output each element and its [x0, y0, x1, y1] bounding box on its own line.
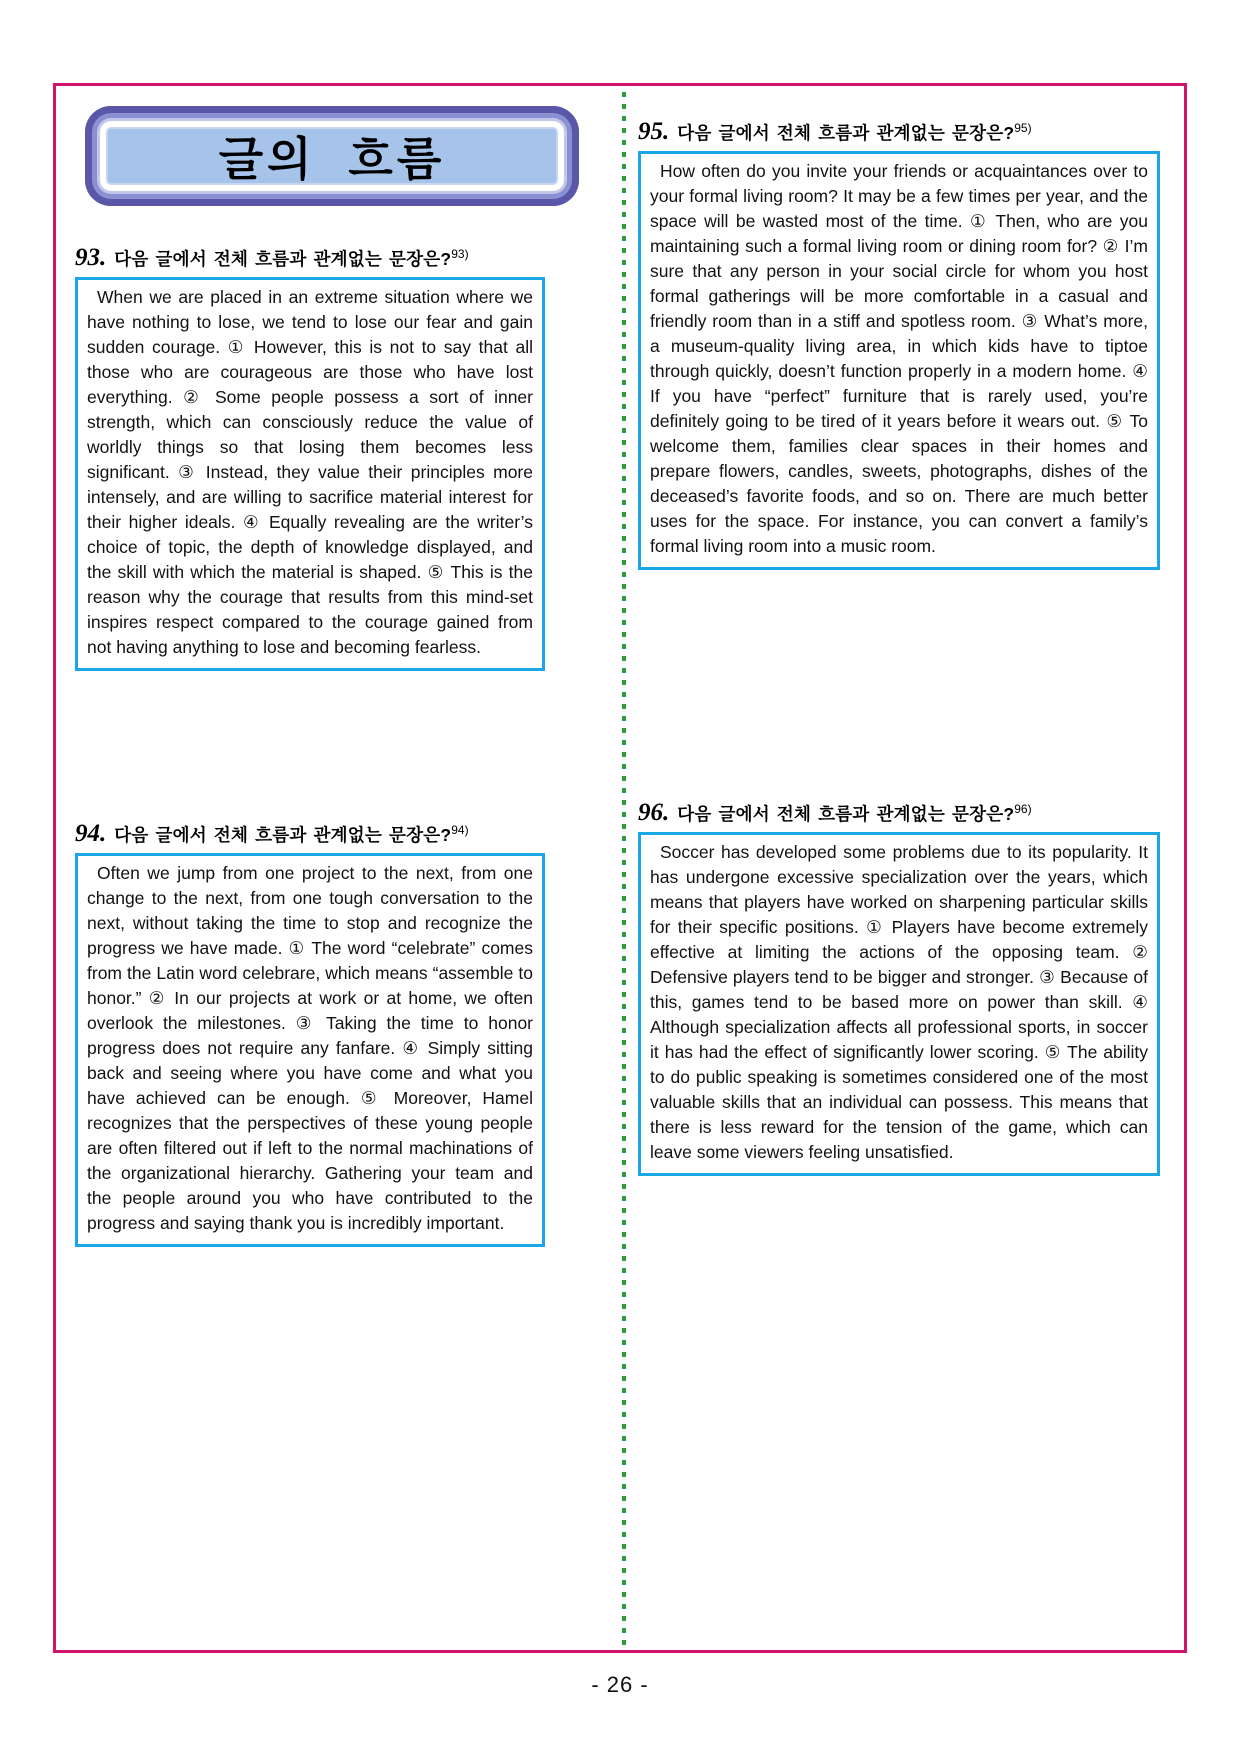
question-93	[75, 244, 545, 671]
question-96-number: 96.	[638, 799, 670, 826]
column-divider	[622, 92, 626, 1645]
question-94-passage-text: Often we jump from one project to the next, from one change to the next, from one tough conversation to the next, without taking the time to stop and recognize the progress we have made. ① The word “celebrate” comes from the Latin word celebrare, which means “assemble to honor.” ② In our projects at work or at home, we often overlook the milestones. ③ Taking the time to honor progress does not require any fanfare. ④ Simply sitting back and seeing where you have come and what you have achieved can be enough. ⑤ Moreover, Hamel recognizes that the perspectives of these young people are often filtered out if left to the normal machinations of the organizational hierarchy. Gathering your team and the people around you who have contributed to the progress and saying thank you is incredibly important.	[87, 863, 533, 1233]
question-95-prompt: 다음 글에서 전체 흐름과 관계없는 문장은?	[677, 123, 1015, 143]
page-number: - 26 -	[591, 1672, 649, 1697]
title-banner	[85, 106, 579, 206]
question-94	[75, 820, 545, 1247]
question-96-prompt: 다음 글에서 전체 흐름과 관계없는 문장은?	[677, 804, 1015, 824]
question-96-passage-text: Soccer has developed some problems due to its popularity. It has undergone excessive specialization over the years, which means that players have worked on sharpening particular skills for their specific positions. ① Players have become extremely effective at limiting the actions of the opposing team. ② Defensive players tend to be bigger and stronger. ③ Because of this, games tend to be based more on power than skill. ④ Although specialization affects all professional sports, in soccer it has had the effect of significantly lower scoring. ⑤ The ability to do public speaking is sometimes considered one of the most valuable skills that an individual can possess. This means that there is less reward for the tension of the game, which can leave some viewers feeling unsatisfied.	[650, 842, 1148, 1162]
question-94-passage-box	[75, 853, 545, 1247]
question-96-footnote-ref: 96)	[1014, 802, 1032, 816]
question-95-footnote-ref: 95)	[1014, 121, 1032, 135]
question-94-number: 94.	[75, 820, 107, 847]
question-95-passage-text: How often do you invite your friends or acquaintances over to your formal living room? It may be a few times per year, and the space will be wasted most of the time. ① Then, who are you maintaining such a formal living room or dining room for? ② I’m sure that any person in your social circle for whom you host formal gatherings will be more comfortable in a casual and friendly room than in a stiff and spotless room. ③ What’s more, a museum-quality living area, in which kids have to tiptoe through quickly, doesn’t function properly in a modern home. ④ If you have “perfect” furniture that is rarely used, you’re definitely going to be tired of it years before it wears out. ⑤ To welcome them, families clear spaces in their homes and prepare flowers, candles, sweets, photographs, dishes of the deceased’s favorite foods, and so on. There are much better uses for the space. For instance, you can convert a family’s formal living room into a music room.	[650, 161, 1148, 556]
question-93-prompt: 다음 글에서 전체 흐름과 관계없는 문장은?	[114, 249, 452, 269]
banner-title: 글의 흐름	[218, 133, 446, 185]
question-95	[638, 118, 1160, 570]
question-96-passage-box	[638, 832, 1160, 1176]
question-96-heading	[638, 799, 1160, 827]
question-94-footnote-ref: 94)	[451, 823, 469, 837]
question-93-number: 93.	[75, 244, 107, 271]
question-95-heading	[638, 118, 1160, 146]
question-93-footnote-ref: 93)	[451, 247, 469, 261]
question-96	[638, 799, 1160, 1176]
question-95-passage-box	[638, 151, 1160, 570]
question-94-heading	[75, 820, 545, 848]
question-93-passage-box	[75, 277, 545, 671]
question-93-heading	[75, 244, 545, 272]
question-93-passage-text: When we are placed in an extreme situation where we have nothing to lose, we tend to lose our fear and gain sudden courage. ① However, this is not to say that all those who are courageous are those who have lost everything. ② Some people possess a sort of inner strength, which can consciously reduce the value of worldly things so that losing them becomes less significant. ③ Instead, they value their principles more intensely, and are willing to sacrifice material interest for their higher ideals. ④ Equally revealing are the writer’s choice of topic, the depth of knowledge displayed, and the skill with which the material is shaped. ⑤ This is the reason why the courage that results from this mind-set inspires respect compared to the courage gained from not having anything to lose and becoming fearless.	[87, 287, 533, 657]
question-94-prompt: 다음 글에서 전체 흐름과 관계없는 문장은?	[114, 825, 452, 845]
question-95-number: 95.	[638, 118, 670, 145]
